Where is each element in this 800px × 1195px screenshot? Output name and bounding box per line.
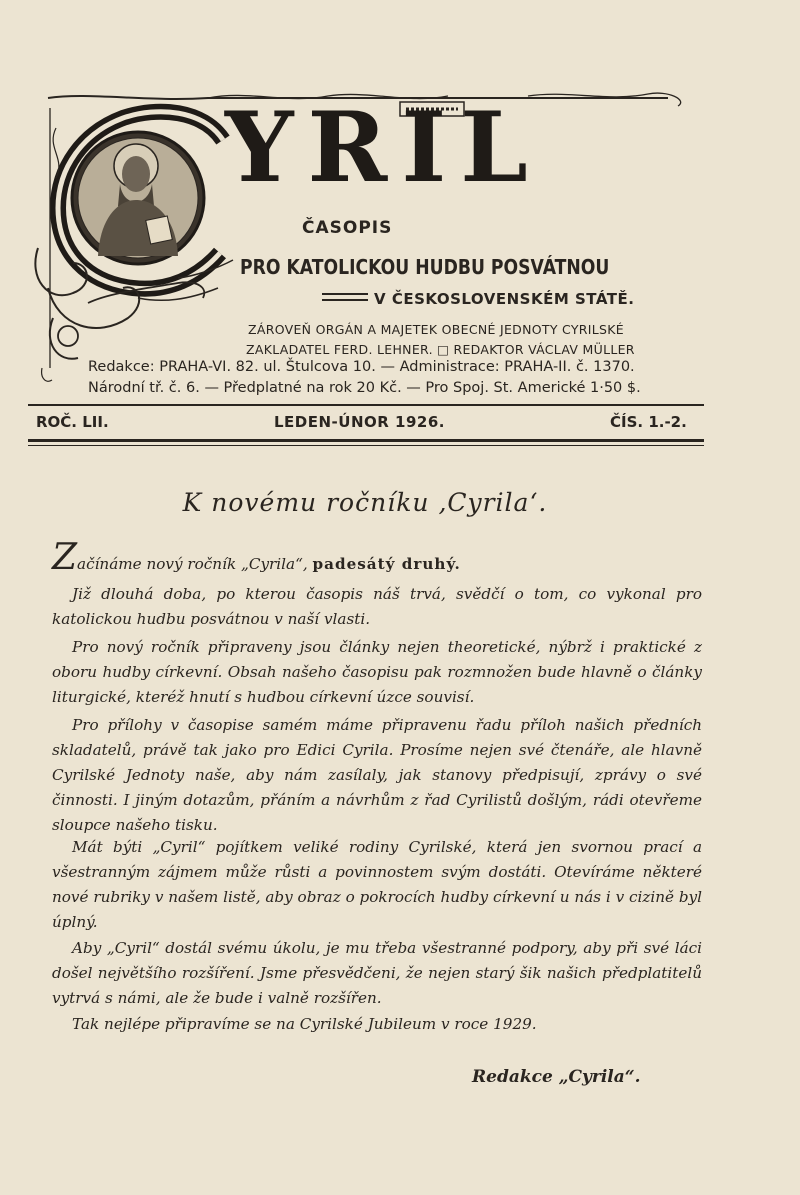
- issue-info-bar: [36, 413, 698, 433]
- masthead-subscription-line: Národní tř. č. 6. — Předplatné na rok 20 Kč. — Pro Spoj. St. Americké 1·50 $.: [88, 380, 641, 396]
- article-p1-text: ačínáme nový ročník „Cyrila“,: [77, 555, 313, 573]
- article-p1-emphasis: padesátý druhý.: [312, 555, 461, 573]
- article-dropcap: Z: [52, 537, 78, 578]
- masthead-subtitle-main: PRO KATOLICKOU HUDBU POSVÁTNOU: [240, 255, 610, 279]
- masthead-founder-line: ZAKLADATEL FERD. LEHNER. □ REDAKTOR VÁCLAV MÜLLER: [246, 342, 635, 357]
- article-signature: Redakce „Cyrila“.: [472, 1067, 641, 1087]
- masthead-title: YRIL: [225, 91, 542, 204]
- masthead-subtitle-state: V ČESKOSLOVENSKÉM STÁTĚ.: [374, 290, 635, 308]
- header-bottom-rule: [28, 439, 704, 442]
- article-paragraph-7: Tak nejlépe připravíme se na Cyrilské Jubileum v roce 1929.: [72, 1015, 537, 1033]
- article-paragraph-4: Pro přílohy v časopise samém máme připravenu řadu příloh našich předních skladatelů, právě tak jako pro Edici Cyrila. Prosíme nejen své čtenáře, ale hlavně Cyrilské Jednoty naše, aby nám zasílaly, jak stanovy předpisují, zprávy o své činnosti. I jiným dotazům, přáním a návrhům z řad Cyrilistů došlým, rádi otevřeme sloupce našeho tisku.: [52, 716, 702, 834]
- header-bottom-rule-thin: [28, 445, 704, 446]
- article-paragraph-5: Mát býti „Cyril“ pojítkem veliké rodiny Cyrilské, která jen svornou prací a všestranným zájmem může růsti a povinnostem svým dostáti. Otevíráme některé nové rubriky v našem listě, aby obraz o pokrocích hudby církevní u nás i v cizině byl úplný.: [52, 838, 702, 931]
- masthead-double-rule: [322, 293, 368, 301]
- article-paragraph-1: [52, 537, 702, 578]
- article-paragraph-2: Již dlouhá doba, po kterou časopis náš trvá, svědčí o tom, co vykonal pro katolickou hudbu posvátnou v naší vlasti.: [52, 585, 702, 628]
- article-title: K novému ročníku ‚Cyrila‘.: [182, 488, 548, 517]
- masthead-address-line: Redakce: PRAHA-VI. 82. ul. Štulcova 10. — Administrace: PRAHA-II. č. 1370.: [88, 359, 635, 375]
- masthead-organ-line: ZÁROVEŇ ORGÁN A MAJETEK OBECNÉ JEDNOTY CYRILSKÉ: [248, 322, 624, 337]
- issue-number: ČÍS. 1.-2.: [610, 413, 687, 431]
- article-paragraph-3: Pro nový ročník připraveny jsou články nejen theoretické, nýbrž i praktické z oboru hudby církevní. Obsah našeho časopisu pak rozmnožen bude hlavně o články liturgické, kteréž hnutí s hudbou církevní úzce souvisí.: [52, 638, 702, 706]
- issue-volume: ROČ. LII.: [36, 413, 109, 431]
- issue-date: LEDEN-ÚNOR 1926.: [274, 413, 445, 431]
- masthead-subtitle-casopis: ČASOPIS: [302, 218, 393, 238]
- header-top-rule: [28, 404, 704, 406]
- article-paragraph-6: Aby „Cyril“ dostál svému úkolu, je mu třeba všestranné podpory, aby při své láci došel největšího rozšíření. Jsme přesvědčeni, že nejen starý šik našich předplatitelů vytrvá s námi, ale že bude i valně rozšířen.: [52, 939, 702, 1007]
